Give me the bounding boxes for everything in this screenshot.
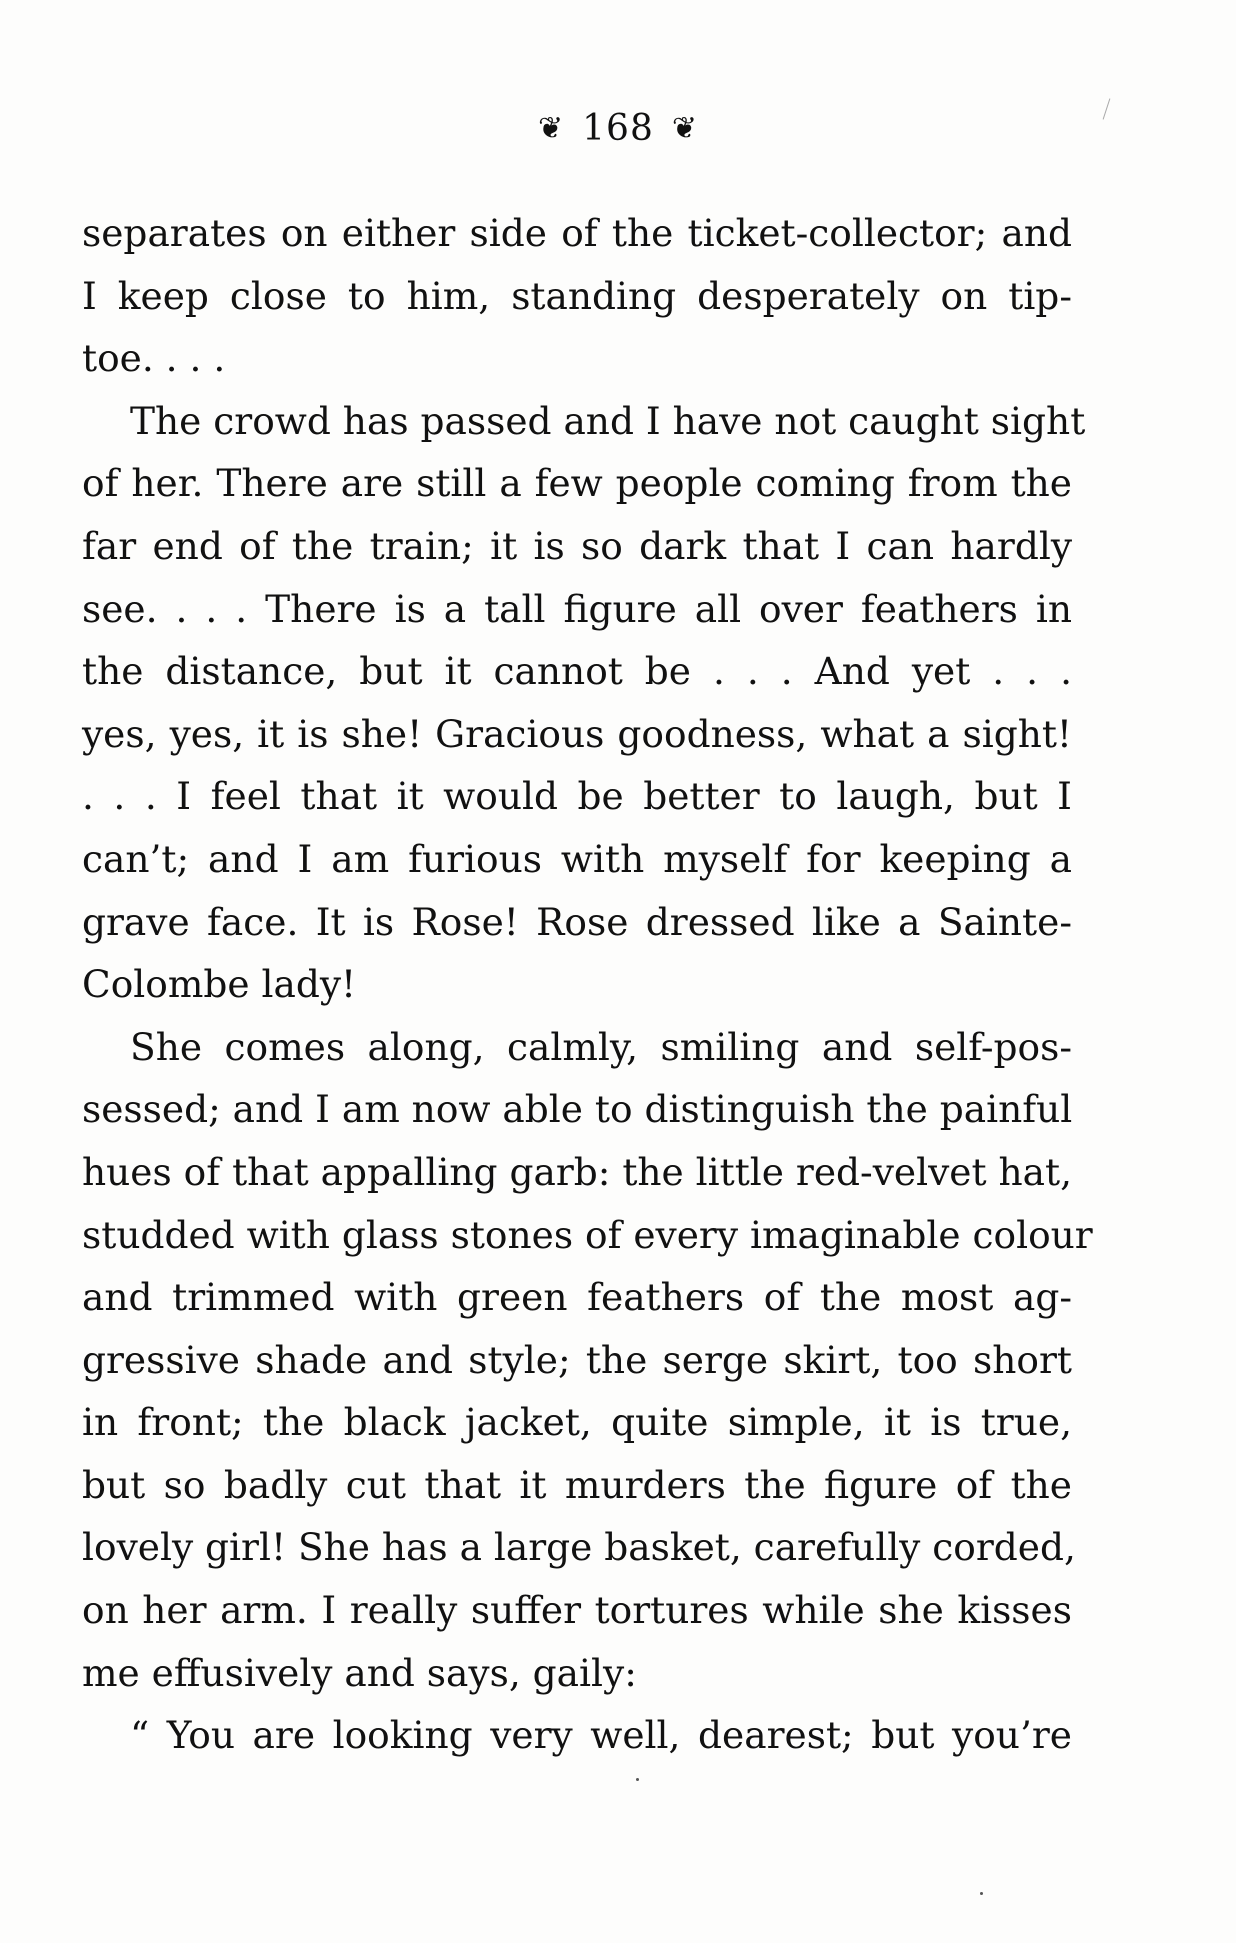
text-line: I keep close to him, standing desperately on tip- bbox=[82, 273, 1072, 318]
page-header bbox=[0, 108, 1236, 149]
body-text bbox=[82, 202, 1093, 1767]
text-line: me effusively and says, gaily: bbox=[82, 1650, 637, 1695]
text-line: grave face. It is Rose! Rose dressed like a Sainte- bbox=[82, 899, 1072, 944]
text-line: see. . . . There is a tall figure all over feathers in bbox=[82, 586, 1072, 631]
text-line: the distance, but it cannot be . . . And yet . . . bbox=[82, 649, 1072, 694]
text-line: gressive shade and style; the serge skirt, too short bbox=[82, 1337, 1072, 1382]
text-line: can’t; and I am furious with myself for keeping a bbox=[82, 836, 1072, 881]
text-line: The crowd has passed and I have not caught sight bbox=[130, 398, 1086, 443]
fleuron-right-icon: ❦ bbox=[671, 111, 698, 146]
text-line: toe. . . . bbox=[82, 336, 226, 381]
text-line: far end of the train; it is so dark that I can hardly bbox=[82, 523, 1072, 568]
text-line: hues of that appalling garb: the little red-velvet hat, bbox=[82, 1149, 1072, 1194]
text-line: “ You are looking very well, dearest; but you’re bbox=[130, 1713, 1072, 1758]
text-line: lovely girl! She has a large basket, carefully corded, bbox=[82, 1525, 1076, 1570]
text-line: of her. There are still a few people coming from the bbox=[82, 461, 1072, 506]
text-line: in front; the black jacket, quite simple, it is true, bbox=[82, 1400, 1072, 1445]
text-line: separates on either side of the ticket-collector; and bbox=[82, 211, 1072, 255]
text-line: Colombe lady! bbox=[82, 962, 357, 1007]
paper-speck bbox=[636, 1778, 639, 1781]
page-number: 168 bbox=[582, 108, 654, 149]
text-line: but so badly cut that it murders the figure of the bbox=[82, 1462, 1072, 1507]
text-line: and trimmed with green feathers of the most ag- bbox=[82, 1275, 1072, 1320]
text-line: She comes along, calmly, smiling and self-pos- bbox=[130, 1024, 1072, 1069]
text-line: . . . I feel that it would be better to laugh, but I bbox=[82, 774, 1072, 819]
text-line: on her arm. I really suffer tortures while she kisses bbox=[82, 1588, 1072, 1633]
paper-speck bbox=[980, 1892, 983, 1895]
text-line: yes, yes, it is she! Gracious goodness, what a sight! bbox=[82, 711, 1072, 756]
fleuron-left-icon: ❦ bbox=[538, 111, 565, 146]
text-line: sessed; and I am now able to distinguish the painful bbox=[82, 1087, 1073, 1132]
text-line: studded with glass stones of every imaginable colour bbox=[82, 1212, 1093, 1257]
